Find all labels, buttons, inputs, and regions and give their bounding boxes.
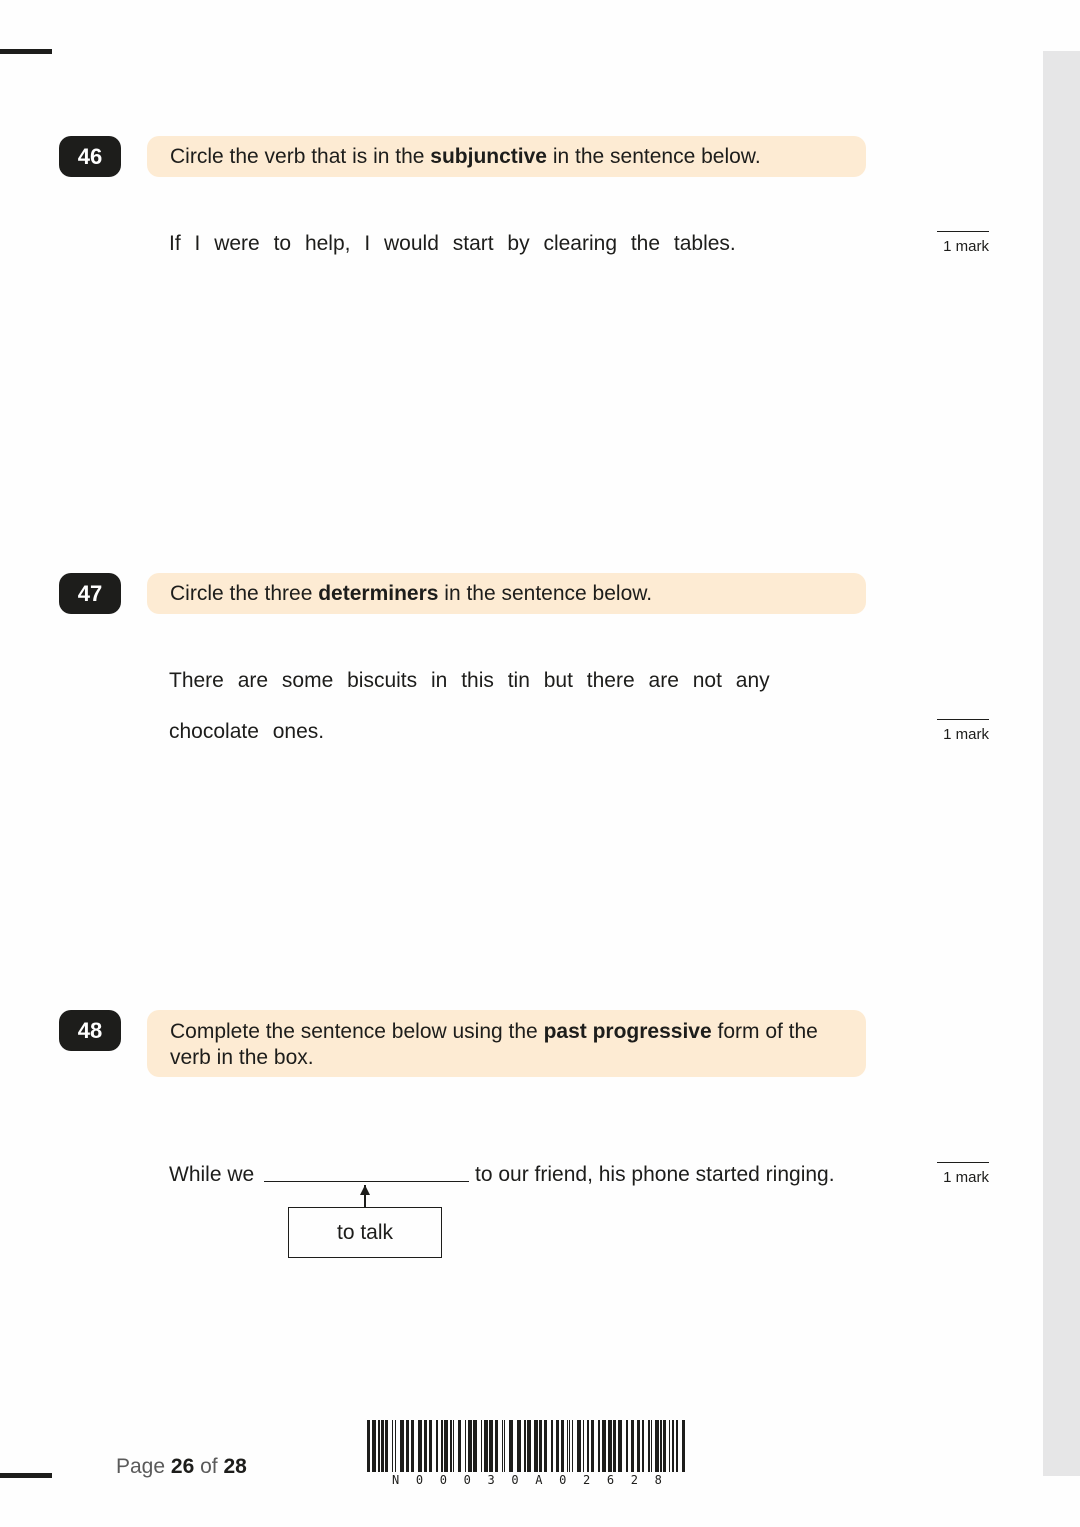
sentence-word[interactable]: would bbox=[384, 232, 439, 255]
question-number-46: 46 bbox=[59, 136, 121, 177]
barcode-char: 2 bbox=[630, 1473, 638, 1487]
question-number-48: 48 bbox=[59, 1010, 121, 1051]
arrow-head-icon bbox=[360, 1185, 370, 1195]
barcode-char: 0 bbox=[415, 1473, 424, 1487]
sentence-word[interactable]: clearing bbox=[543, 232, 617, 255]
sentence-word[interactable]: are bbox=[237, 669, 269, 692]
sentence-word[interactable]: not bbox=[692, 669, 722, 692]
sentence-word[interactable]: by bbox=[507, 232, 530, 255]
sentence-word[interactable]: in bbox=[430, 669, 448, 692]
question-48-instruction bbox=[147, 1010, 866, 1077]
question-47-sentence-line-2 bbox=[169, 720, 332, 744]
barcode-image bbox=[367, 1420, 687, 1476]
barcode-char: N bbox=[392, 1473, 400, 1487]
sentence-word[interactable]: help, bbox=[304, 232, 351, 255]
margin-strip bbox=[1043, 51, 1080, 1476]
question-47-instruction bbox=[147, 573, 866, 614]
barcode-text bbox=[392, 1473, 662, 1487]
question-46-sentence bbox=[169, 232, 744, 256]
verb-box: to talk bbox=[288, 1207, 442, 1258]
answer-line[interactable] bbox=[264, 1181, 469, 1182]
barcode-char: 0 bbox=[559, 1473, 567, 1487]
question-48-sentence-start: While we bbox=[169, 1163, 255, 1186]
barcode-char: A bbox=[535, 1473, 543, 1487]
instruction-text: in the sentence below. bbox=[547, 145, 761, 168]
question-47-sentence-line-1 bbox=[169, 669, 778, 693]
sentence-word[interactable]: but bbox=[543, 669, 573, 692]
mark-label: 1 mark bbox=[937, 231, 989, 255]
instruction-text: form of the verb in the box. bbox=[170, 1020, 818, 1069]
question-48-sentence-end: to our friend, his phone started ringing. bbox=[475, 1163, 835, 1186]
sentence-word[interactable]: were bbox=[214, 232, 260, 255]
question-number-47: 47 bbox=[59, 573, 121, 614]
instruction-keyword: subjunctive bbox=[430, 145, 547, 168]
sentence-word[interactable]: chocolate bbox=[169, 720, 259, 743]
sentence-word[interactable]: the bbox=[630, 232, 661, 255]
sentence-word[interactable]: start bbox=[452, 232, 494, 255]
sentence-word[interactable]: There bbox=[169, 669, 224, 692]
page-label: Page bbox=[116, 1455, 166, 1478]
mark-label: 1 mark bbox=[937, 719, 989, 743]
barcode-char: 0 bbox=[439, 1473, 447, 1487]
sentence-word[interactable]: any bbox=[735, 669, 770, 692]
instruction-keyword: past progressive bbox=[543, 1020, 712, 1043]
instruction-keyword: determiners bbox=[318, 582, 439, 605]
crop-mark-top bbox=[0, 49, 52, 54]
sentence-word[interactable]: some bbox=[281, 669, 334, 692]
instruction-text: Circle the verb that is in the bbox=[170, 145, 431, 168]
instruction-text: Complete the sentence below using the bbox=[170, 1020, 544, 1043]
instruction-text: Circle the three bbox=[170, 582, 319, 605]
barcode-char: 6 bbox=[606, 1473, 615, 1487]
sentence-word[interactable]: tables. bbox=[673, 232, 736, 255]
sentence-word[interactable]: there bbox=[586, 669, 635, 692]
sentence-word[interactable]: are bbox=[648, 669, 679, 692]
sentence-word[interactable]: If bbox=[169, 232, 181, 255]
sentence-word[interactable]: biscuits bbox=[347, 669, 418, 692]
sentence-word[interactable]: I bbox=[194, 232, 201, 255]
sentence-word[interactable]: ones. bbox=[272, 720, 325, 743]
barcode-char: 0 bbox=[511, 1473, 519, 1487]
sentence-word[interactable]: to bbox=[273, 232, 292, 255]
barcode-char: 0 bbox=[463, 1473, 471, 1487]
sentence-word[interactable]: tin bbox=[507, 669, 530, 692]
page-current: 26 bbox=[170, 1455, 195, 1478]
barcode-char: 3 bbox=[487, 1473, 495, 1487]
instruction-text: in the sentence below. bbox=[438, 582, 653, 605]
page-of: of bbox=[200, 1455, 218, 1478]
page-total: 28 bbox=[223, 1455, 247, 1478]
sentence-word[interactable]: I bbox=[364, 232, 371, 255]
mark-label: 1 mark bbox=[937, 1162, 989, 1186]
sentence-word[interactable]: this bbox=[461, 669, 494, 692]
barcode-char: 8 bbox=[654, 1473, 662, 1487]
page-number bbox=[116, 1455, 247, 1479]
question-46-instruction bbox=[147, 136, 866, 177]
barcode-char: 2 bbox=[583, 1473, 591, 1487]
crop-mark-bottom bbox=[0, 1473, 52, 1478]
